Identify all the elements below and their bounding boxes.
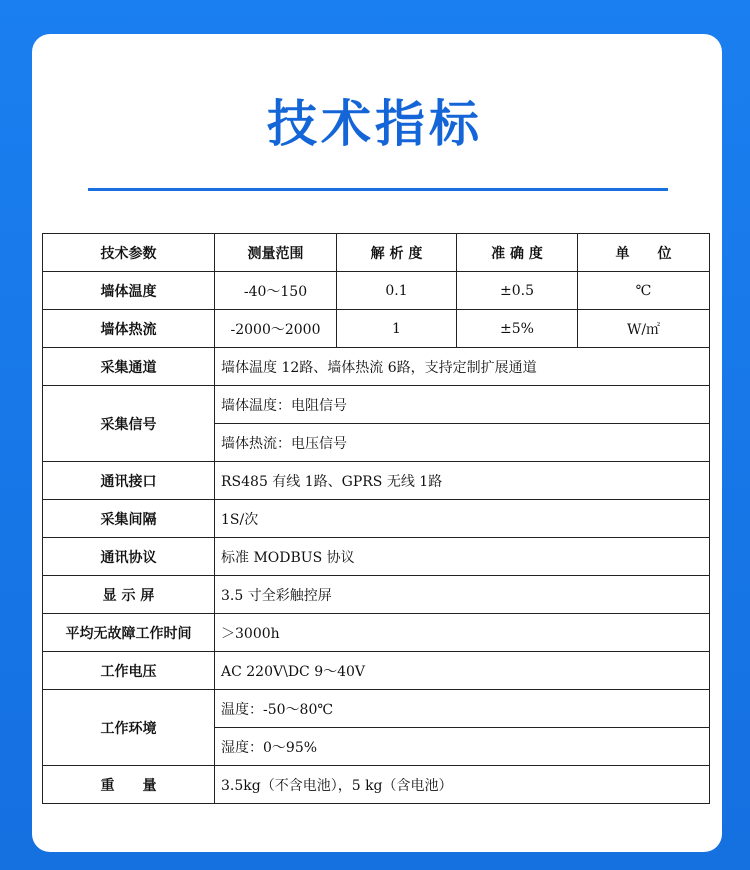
wall-heat-accuracy: ±5% [457,310,578,348]
table-row [43,500,710,538]
channels-value: 墙体温度 12路、墙体热流 6路，支持定制扩展通道 [215,348,710,386]
interval-value: 1S/次 [215,500,710,538]
wall-heat-resolution: 1 [337,310,457,348]
wall-temp-accuracy: ±0.5 [457,272,578,310]
row-label-display: 显 示 屏 [43,576,215,614]
wall-temp-resolution: 0.1 [337,272,457,310]
row-label-weight: 重 量 [43,766,215,804]
row-label-interval: 采集间隔 [43,500,215,538]
signal-value-heat: 墙体热流：电压信号 [215,424,710,462]
table-header-row [43,234,710,272]
table-row [43,538,710,576]
header-range: 测量范围 [215,234,337,272]
environment-humidity-value: 湿度：0～95% [215,728,710,766]
table-row [43,310,710,348]
table-row [43,462,710,500]
table-row [43,614,710,652]
row-label-voltage: 工作电压 [43,652,215,690]
wall-temp-unit: ℃ [578,272,710,310]
environment-temp-value: 温度：-50～80℃ [215,690,710,728]
table-row [43,690,710,728]
row-label-signal: 采集信号 [43,386,215,462]
row-label-comm-port: 通讯接口 [43,462,215,500]
header-param: 技术参数 [43,234,215,272]
page-title: 技术指标 [267,95,483,153]
row-label-channels: 采集通道 [43,348,215,386]
table-row [43,272,710,310]
table-row [43,576,710,614]
row-label-mtbf: 平均无故障工作时间 [43,614,215,652]
header-resolution: 解 析 度 [337,234,457,272]
table-row [43,348,710,386]
header-accuracy: 准 确 度 [457,234,578,272]
comm-port-value: RS485 有线 1路、GPRS 无线 1路 [215,462,710,500]
row-label-protocol: 通讯协议 [43,538,215,576]
protocol-value: 标准 MODBUS 协议 [215,538,710,576]
table-row [43,766,710,804]
wall-temp-range: -40～150 [215,272,337,310]
wall-heat-range: -2000～2000 [215,310,337,348]
title-underline [88,188,668,191]
header-unit: 单 位 [578,234,710,272]
wall-heat-unit: W/㎡ [578,310,710,348]
table-row [43,386,710,424]
table-row [43,652,710,690]
row-label-environment: 工作环境 [43,690,215,766]
mtbf-value: ＞3000h [215,614,710,652]
row-label-wall-heat: 墙体热流 [43,310,215,348]
signal-value-temp: 墙体温度：电阻信号 [215,386,710,424]
spec-table [42,233,710,804]
voltage-value: AC 220V\DC 9～40V [215,652,710,690]
row-label-wall-temp: 墙体温度 [43,272,215,310]
display-value: 3.5 寸全彩触控屏 [215,576,710,614]
weight-value: 3.5kg（不含电池），5 kg（含电池） [215,766,710,804]
